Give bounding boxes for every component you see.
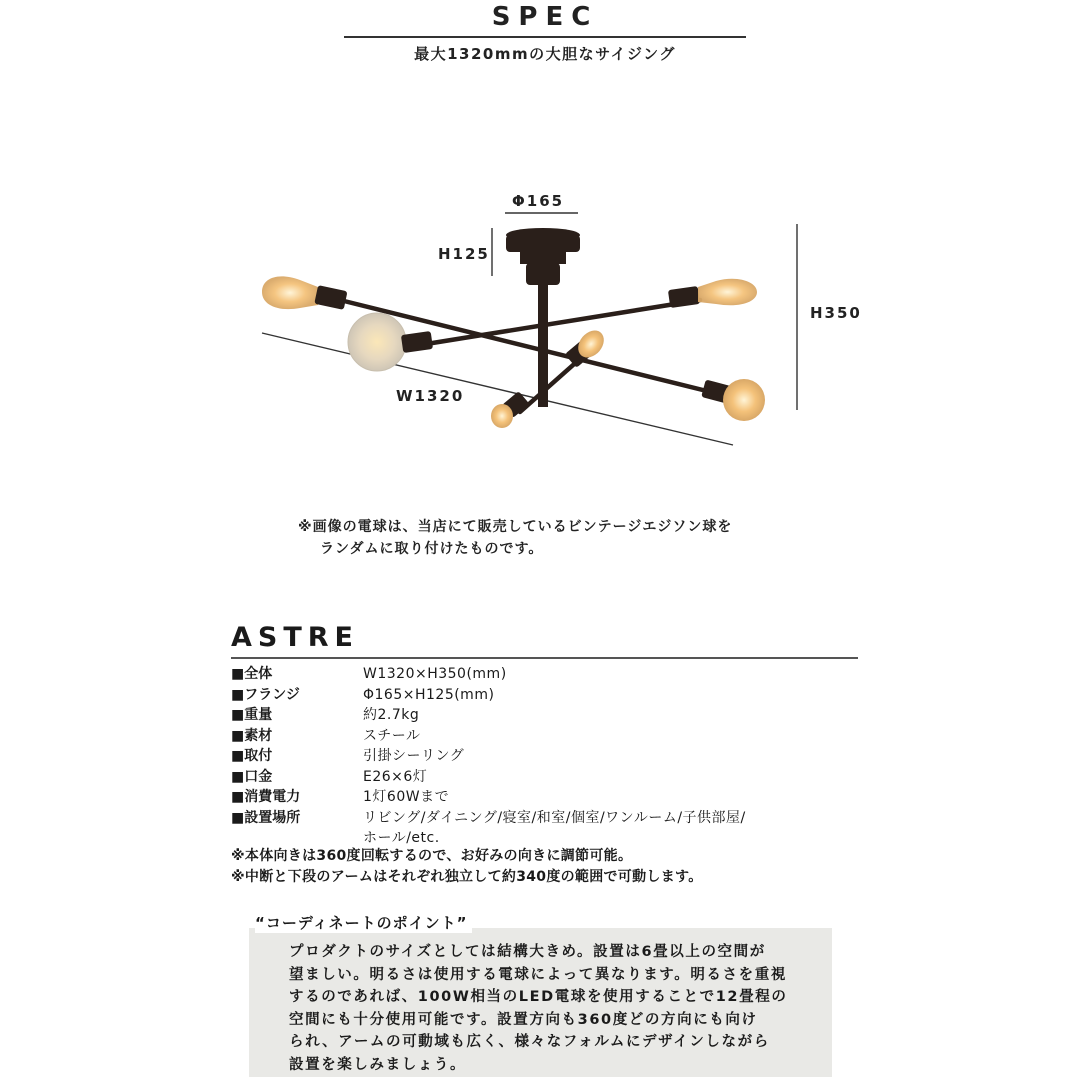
spec-row-power <box>231 787 746 808</box>
product-notes <box>231 846 703 888</box>
product-divider <box>231 657 858 659</box>
coordinate-point-text <box>289 941 819 1076</box>
coordinate-line: られ、アームの可動域も広く、様々なフォルムにデザインしながら <box>289 1034 770 1050</box>
coordinate-line: するのであれば、100W相当のLED電球を使用することで12畳程の <box>289 989 788 1005</box>
bulb-note-line-2: ランダムに取り付けたものです。 <box>320 541 544 557</box>
ceiling-canopy <box>506 228 580 407</box>
product-dimension-diagram <box>0 0 1080 500</box>
bulb-image-note <box>298 516 732 560</box>
spec-row-location <box>231 808 746 829</box>
dimension-flange-height-label: H125 <box>438 245 490 263</box>
spec-label: ■ 消費電力 <box>231 787 363 808</box>
bulb-right-top <box>668 279 757 308</box>
spec-label: ■ 全体 <box>231 664 363 685</box>
spec-value: W1320×H350(mm) <box>363 666 507 682</box>
spec-value: ホール/etc. <box>363 830 440 846</box>
spec-label: ■ 設置場所 <box>231 808 363 829</box>
dimension-total-height-label: H350 <box>810 304 862 322</box>
spec-row-flange <box>231 685 746 706</box>
spec-label: ■ 素材 <box>231 726 363 747</box>
spec-label: ■ 口金 <box>231 767 363 788</box>
spec-value: 約2.7kg <box>363 707 420 723</box>
spec-value: 1灯60Wまで <box>363 789 450 805</box>
spec-row-weight <box>231 705 746 726</box>
spec-value: リビング/ダイニング/寝室/和室/個室/ワンルーム/子供部屋/ <box>363 809 746 826</box>
spec-label: ■ 取付 <box>231 746 363 767</box>
spec-subtitle: 最大1320mmの大胆なサイジング <box>414 45 676 63</box>
bulb-note-line-1: ※画像の電球は、当店にて販売しているビンテージエジソン球を <box>298 519 733 535</box>
product-name: ASTRE <box>231 622 359 653</box>
coordinate-line: プロダクトのサイズとしては結構大きめ。設置は6畳以上の空間が <box>289 944 766 960</box>
bulb-right-globe <box>701 379 765 421</box>
spec-row-material <box>231 726 746 747</box>
spec-table <box>231 664 746 849</box>
spec-label: ■ フランジ <box>231 685 363 706</box>
spec-value: スチール <box>363 727 421 744</box>
spec-heading: SPEC <box>491 2 599 32</box>
bulb-left-top <box>262 276 348 309</box>
spec-value: 引掛シーリング <box>363 748 465 764</box>
product-note: ※本体向きは360度回転するので、お好みの向きに調節可能。 <box>231 848 633 864</box>
coordinate-line: 空間にも十分使用可能です。設置方向も360度どの方向にも向け <box>289 1011 758 1028</box>
product-note: ※中断と下段のアームはそれぞれ独立して約340度の範囲で可動します。 <box>231 869 703 885</box>
dimension-width-label: W1320 <box>396 387 465 405</box>
spec-value: E26×6灯 <box>363 768 428 785</box>
spec-row-overall <box>231 664 746 685</box>
coordinate-point-title: “コーディネートのポイント” <box>255 912 472 933</box>
coordinate-line: 望ましい。明るさは使用する電球によって異なります。明るさを重視 <box>289 966 787 983</box>
dimension-diameter-label: Φ165 <box>512 192 565 210</box>
spec-value: Φ165×H125(mm) <box>363 686 495 703</box>
coordinate-line: 設置を楽しみましょう。 <box>289 1056 467 1073</box>
spec-row-socket <box>231 767 746 788</box>
spec-label: ■ 重量 <box>231 705 363 726</box>
spec-row-mounting <box>231 746 746 767</box>
